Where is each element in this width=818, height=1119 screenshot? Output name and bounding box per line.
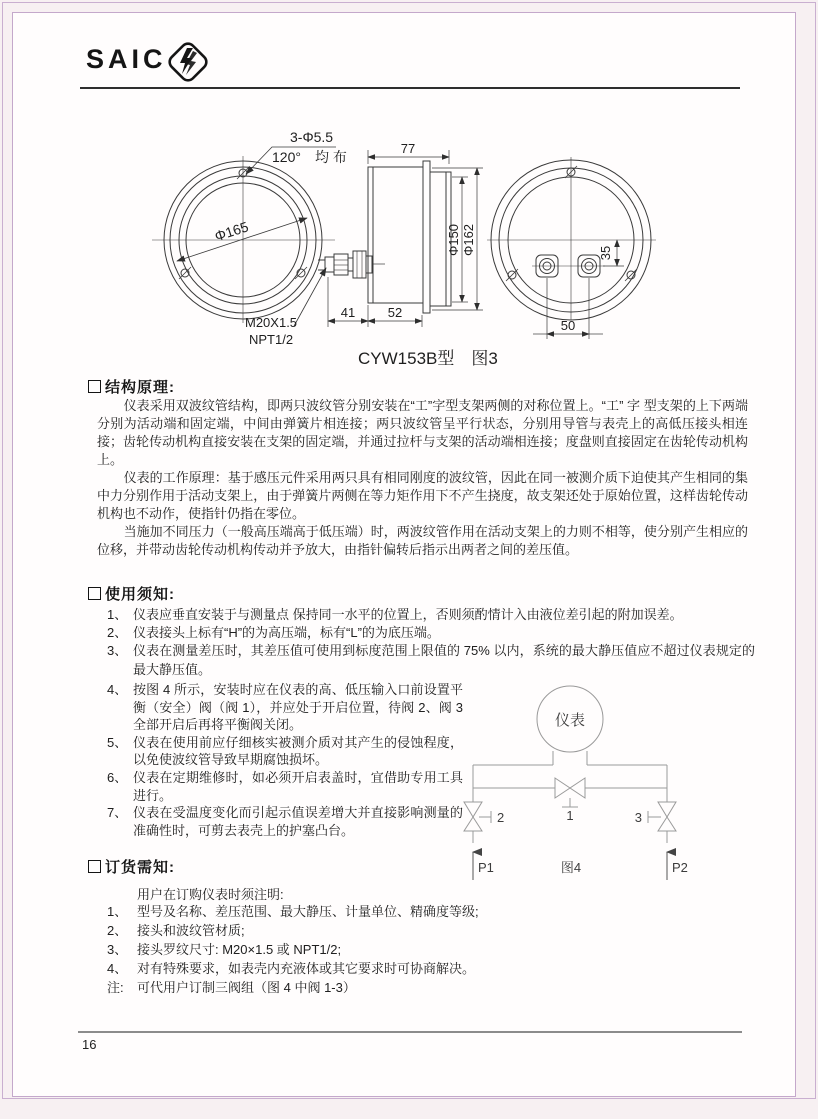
paragraph: 仪表的工作原理：基于感压元件采用两只具有相同刚度的波纹管，因此在同一被测介质下迫使其产生相同的集中力分别作用于活动支架上，由于弹簧片两侧在等力矩作用下不产生挠度，故支架还处于原始位置，这样齿轮传动机构也不动作，使指针仍指在零位。 xyxy=(97,470,748,521)
thread-npt-label: NPT1/2 xyxy=(249,332,294,347)
gauge-rear-view xyxy=(487,157,656,339)
dia-162-label: Φ162 xyxy=(461,223,476,257)
valve1-label: 1 xyxy=(566,808,574,823)
list-item-note: 注: 可代用户订制三阀组（图 4 中阀 1-3） xyxy=(107,979,356,995)
structure-paragraphs xyxy=(97,397,748,559)
p1-label: P1 xyxy=(478,860,494,875)
thread-metric-label: M20X1.5 xyxy=(245,315,298,330)
valve2-label: 2 xyxy=(497,810,505,825)
figure3-drawing xyxy=(145,118,770,372)
pressure-fitting xyxy=(318,251,385,278)
dia-150-label: Φ150 xyxy=(446,223,461,257)
list-item: 4、 按图 4 所示，安装时应在仪表的高、低压输入口前设置平衡（安全）阀（阀 1），并应处于开启位置，待阀 2、阀 3 全部开启后再将平衡阀关闭。 xyxy=(107,682,463,733)
instrument-label: 仪表 xyxy=(554,712,586,729)
list-item: 3、 仪表在测量差压时，其差压值可使用到标度范围上限值的 75% 以内，系统的最大静压值应不超过仪表规定的最大静压值。 xyxy=(107,643,755,677)
holes-label: 3-Φ5.5 xyxy=(290,129,334,145)
figure4-manifold-diagram xyxy=(455,672,700,884)
section-title-usage: 使用须知: xyxy=(88,583,175,604)
section-title-structure: 结构原理: xyxy=(88,376,175,397)
paragraph: 当施加不同压力（一般高压端高于低压端）时，两波纹管作用在活动支架上的力则不相等，使分别产生相应的位移，并带动齿轮传动机构传动并予放大，由指针偏转后指示出两者之间的差压值。 xyxy=(97,524,748,557)
list-item: 2、 接头和波纹管材质; xyxy=(107,922,245,938)
usage-list-full xyxy=(107,606,755,679)
list-item: 1、 仪表应垂直安装于与测量点 保持同一水平的位置上，否则须酌情计入由液位差引起的附加误差。 xyxy=(107,607,683,622)
footer-divider xyxy=(78,1031,742,1033)
dim-77-label: 77 xyxy=(400,141,416,156)
list-item: 6、 仪表在定期维修时，如必须开启表盖时，宜借助专用工具进行。 xyxy=(107,769,463,803)
gauge-front-view xyxy=(152,147,385,326)
checkbox-square-icon xyxy=(88,860,101,873)
ordering-list xyxy=(107,903,727,998)
rear-connection-fittings xyxy=(532,255,605,277)
p2-label: P2 xyxy=(672,860,688,875)
figure4-caption: 图4 xyxy=(560,860,582,875)
checkbox-square-icon xyxy=(88,380,101,393)
list-item: 1、 型号及名称、差压范围、最大静压、计量单位、精确度等级; xyxy=(107,904,479,919)
dim-41-label: 41 xyxy=(340,305,356,320)
usage-list-narrow xyxy=(107,681,463,839)
right-shutoff-valve xyxy=(648,802,676,831)
saic-logo-icon xyxy=(162,36,214,88)
left-shutoff-valve xyxy=(464,802,491,831)
spacing-label: 120° 均 布 xyxy=(272,149,347,165)
equalizing-valve xyxy=(555,778,585,807)
checkbox-square-icon xyxy=(88,587,101,600)
header-divider xyxy=(80,87,740,89)
list-item: 7、 仪表在受温度变化而引起示值误差增大并直接影响测量的准确性时，可剪去表壳上的护塞凸台。 xyxy=(107,805,463,838)
dim-52-label: 52 xyxy=(387,305,403,320)
page-number: 16 xyxy=(82,1037,97,1052)
dim-35-label: 35 xyxy=(598,245,613,261)
figure3-caption: CYW153B型 图3 xyxy=(358,349,498,368)
paragraph: 仪表采用双波纹管结构，即两只波纹管分别安装在“工”字型支架两侧的对称位置上。“工” 字 型支架的上下两端分别为活动端和固定端，中间由弹簧片相连接；两只波纹管呈平行状态，分别用导管与表壳上的高低压接头相连接；齿轮传动机构直接安装在支架的固定端，并通过拉杆与支架的活动端相连接；度盘则直接固定在齿轮传动机构上。 xyxy=(97,398,748,467)
ordering-intro: 用户在订购仪表时须注明: xyxy=(137,887,284,902)
list-item: 2、 仪表接头上标有“H”的为高压端，标有“L”的为底压端。 xyxy=(107,625,440,641)
list-item: 5、 仪表在使用前应仔细核实被测介质对其产生的侵蚀程度，以免使波纹管导致早期腐蚀损坏。 xyxy=(107,734,463,768)
figure4-labels xyxy=(478,711,688,875)
section-title-ordering: 订货需知: xyxy=(88,856,175,877)
brand-wordmark: SAIC xyxy=(86,44,167,74)
valve3-label: 3 xyxy=(634,810,642,825)
figure3-labels xyxy=(213,129,613,368)
list-item: 4、 对有特殊要求，如表壳内充液体或其它要求时可协商解决。 xyxy=(107,960,476,976)
list-item: 3、 接头罗纹尺寸: M20×1.5 或 NPT1/2; xyxy=(107,941,342,957)
dim-50-label: 50 xyxy=(560,318,576,333)
dial-diameter-label: Φ165 xyxy=(212,218,251,245)
